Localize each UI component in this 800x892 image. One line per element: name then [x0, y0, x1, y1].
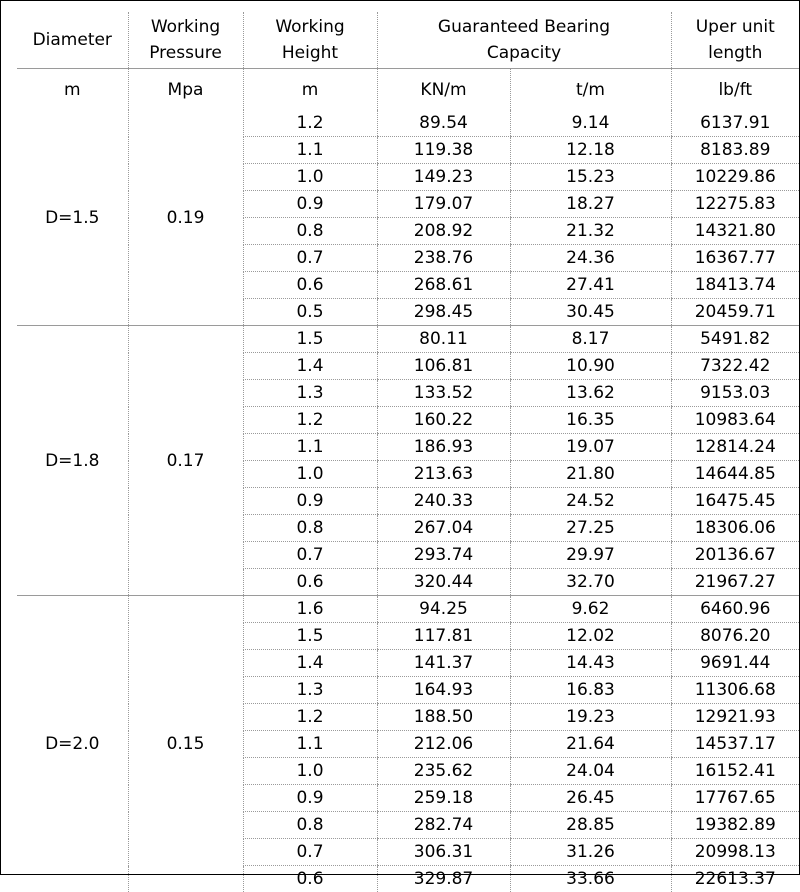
lb-cell: 9153.03: [671, 380, 799, 407]
header-row: [17, 12, 799, 69]
table-row: [17, 326, 799, 353]
kn-cell: 240.33: [377, 488, 510, 515]
height-cell: 1.3: [243, 677, 377, 704]
kn-cell: 298.45: [377, 299, 510, 326]
t-cell: 9.14: [510, 110, 671, 137]
height-cell: 1.1: [243, 137, 377, 164]
lb-unit: [671, 69, 799, 111]
kn-unit-text: KN/m: [420, 77, 466, 103]
lb-cell: 12921.93: [671, 704, 799, 731]
unit-length-header: [671, 12, 799, 69]
kn-cell: 235.62: [377, 758, 510, 785]
t-cell: 21.80: [510, 461, 671, 488]
working-pressure-header-line1: Working: [129, 14, 243, 40]
t-cell: 13.62: [510, 380, 671, 407]
lb-cell: 22613.37: [671, 866, 799, 892]
t-cell: 28.85: [510, 812, 671, 839]
kn-cell: 89.54: [377, 110, 510, 137]
height-cell: 0.6: [243, 569, 377, 596]
height-cell: 0.9: [243, 488, 377, 515]
bearing-capacity-header-line1: Guaranteed Bearing: [378, 14, 671, 40]
bearing-capacity-header: [377, 12, 671, 69]
working-height-header-line1: Working: [244, 14, 377, 40]
t-cell: 10.90: [510, 353, 671, 380]
lb-cell: 16367.77: [671, 245, 799, 272]
t-cell: 19.23: [510, 704, 671, 731]
kn-cell: 208.92: [377, 218, 510, 245]
height-cell: 0.8: [243, 812, 377, 839]
table-row: [17, 110, 799, 137]
bearing-capacity-table: [17, 12, 799, 892]
kn-cell: 259.18: [377, 785, 510, 812]
t-cell: 18.27: [510, 191, 671, 218]
t-cell: 14.43: [510, 650, 671, 677]
pressure-cell: 0.19: [128, 110, 243, 326]
height-cell: 1.3: [243, 380, 377, 407]
kn-cell: 268.61: [377, 272, 510, 299]
lb-cell: 14537.17: [671, 731, 799, 758]
height-cell: 0.8: [243, 218, 377, 245]
kn-cell: 306.31: [377, 839, 510, 866]
kn-cell: 94.25: [377, 596, 510, 623]
height-cell: 1.2: [243, 110, 377, 137]
height-cell: 1.1: [243, 434, 377, 461]
height-cell: 1.2: [243, 704, 377, 731]
kn-cell: 188.50: [377, 704, 510, 731]
t-cell: 27.25: [510, 515, 671, 542]
height-cell: 0.6: [243, 272, 377, 299]
height-cell: 0.8: [243, 515, 377, 542]
diameter-cell: D=2.0: [17, 596, 128, 892]
lb-cell: 21967.27: [671, 569, 799, 596]
diameter-unit-text: m: [64, 77, 81, 103]
height-cell: 0.7: [243, 245, 377, 272]
pressure-unit: [128, 69, 243, 111]
t-cell: 15.23: [510, 164, 671, 191]
lb-cell: 9691.44: [671, 650, 799, 677]
height-cell: 0.9: [243, 785, 377, 812]
t-cell: 24.36: [510, 245, 671, 272]
kn-cell: 119.38: [377, 137, 510, 164]
unit-length-header-line2: length: [672, 40, 800, 66]
working-height-header-line2: Height: [244, 40, 377, 66]
t-unit: [510, 69, 671, 111]
kn-cell: 179.07: [377, 191, 510, 218]
lb-cell: 18413.74: [671, 272, 799, 299]
lb-cell: 16152.41: [671, 758, 799, 785]
t-cell: 16.83: [510, 677, 671, 704]
lb-cell: 20998.13: [671, 839, 799, 866]
lb-cell: 12814.24: [671, 434, 799, 461]
lb-cell: 20459.71: [671, 299, 799, 326]
kn-cell: 106.81: [377, 353, 510, 380]
lb-cell: 11306.68: [671, 677, 799, 704]
height-cell: 1.4: [243, 650, 377, 677]
height-cell: 1.0: [243, 758, 377, 785]
kn-cell: 186.93: [377, 434, 510, 461]
height-cell: 1.2: [243, 407, 377, 434]
t-cell: 9.62: [510, 596, 671, 623]
height-cell: 1.4: [243, 353, 377, 380]
lb-cell: 12275.83: [671, 191, 799, 218]
pressure-unit-text: Mpa: [168, 77, 204, 103]
lb-cell: 5491.82: [671, 326, 799, 353]
working-pressure-header: [128, 12, 243, 69]
diameter-cell: D=1.5: [17, 110, 128, 326]
t-cell: 27.41: [510, 272, 671, 299]
t-cell: 16.35: [510, 407, 671, 434]
height-cell: 1.1: [243, 731, 377, 758]
lb-cell: 6137.91: [671, 110, 799, 137]
height-cell: 1.5: [243, 326, 377, 353]
t-cell: 21.32: [510, 218, 671, 245]
lb-cell: 10229.86: [671, 164, 799, 191]
lb-cell: 16475.45: [671, 488, 799, 515]
kn-cell: 293.74: [377, 542, 510, 569]
pressure-cell: 0.15: [128, 596, 243, 892]
kn-unit: [377, 69, 510, 111]
lb-cell: 14644.85: [671, 461, 799, 488]
kn-cell: 133.52: [377, 380, 510, 407]
kn-cell: 320.44: [377, 569, 510, 596]
lb-cell: 18306.06: [671, 515, 799, 542]
height-cell: 0.7: [243, 542, 377, 569]
lb-cell: 14321.80: [671, 218, 799, 245]
height-cell: 0.9: [243, 191, 377, 218]
diameter-unit: [17, 69, 128, 111]
t-cell: 29.97: [510, 542, 671, 569]
height-cell: 1.0: [243, 164, 377, 191]
height-cell: 0.6: [243, 866, 377, 892]
lb-cell: 7322.42: [671, 353, 799, 380]
lb-unit-text: lb/ft: [718, 77, 752, 103]
working-pressure-header-line2: Pressure: [129, 40, 243, 66]
kn-cell: 212.06: [377, 731, 510, 758]
lb-cell: 17767.65: [671, 785, 799, 812]
t-cell: 24.04: [510, 758, 671, 785]
kn-cell: 80.11: [377, 326, 510, 353]
t-unit-text: t/m: [576, 77, 605, 103]
t-cell: 26.45: [510, 785, 671, 812]
lb-cell: 8183.89: [671, 137, 799, 164]
diameter-header: Diameter: [17, 12, 128, 69]
kn-cell: 117.81: [377, 623, 510, 650]
t-cell: 12.18: [510, 137, 671, 164]
kn-cell: 164.93: [377, 677, 510, 704]
lb-cell: 8076.20: [671, 623, 799, 650]
height-cell: 0.7: [243, 839, 377, 866]
height-cell: 0.5: [243, 299, 377, 326]
t-cell: 31.26: [510, 839, 671, 866]
t-cell: 24.52: [510, 488, 671, 515]
t-cell: 8.17: [510, 326, 671, 353]
kn-cell: 329.87: [377, 866, 510, 892]
height-cell: 1.5: [243, 623, 377, 650]
height-cell: 1.6: [243, 596, 377, 623]
lb-cell: 10983.64: [671, 407, 799, 434]
working-height-header: [243, 12, 377, 69]
kn-cell: 267.04: [377, 515, 510, 542]
t-cell: 32.70: [510, 569, 671, 596]
height-unit: [243, 69, 377, 111]
kn-cell: 149.23: [377, 164, 510, 191]
t-cell: 12.02: [510, 623, 671, 650]
t-cell: 33.66: [510, 866, 671, 892]
diameter-cell: D=1.8: [17, 326, 128, 596]
height-unit-text: m: [302, 77, 319, 103]
t-cell: 30.45: [510, 299, 671, 326]
t-cell: 19.07: [510, 434, 671, 461]
t-cell: 21.64: [510, 731, 671, 758]
height-cell: 1.0: [243, 461, 377, 488]
kn-cell: 282.74: [377, 812, 510, 839]
bearing-capacity-header-line2: Capacity: [378, 40, 671, 66]
kn-cell: 213.63: [377, 461, 510, 488]
unit-length-header-line1: Uper unit: [672, 14, 800, 40]
lb-cell: 6460.96: [671, 596, 799, 623]
pressure-cell: 0.17: [128, 326, 243, 596]
kn-cell: 238.76: [377, 245, 510, 272]
table-row: [17, 596, 799, 623]
kn-cell: 141.37: [377, 650, 510, 677]
lb-cell: 19382.89: [671, 812, 799, 839]
lb-cell: 20136.67: [671, 542, 799, 569]
kn-cell: 160.22: [377, 407, 510, 434]
units-row: [17, 69, 799, 111]
